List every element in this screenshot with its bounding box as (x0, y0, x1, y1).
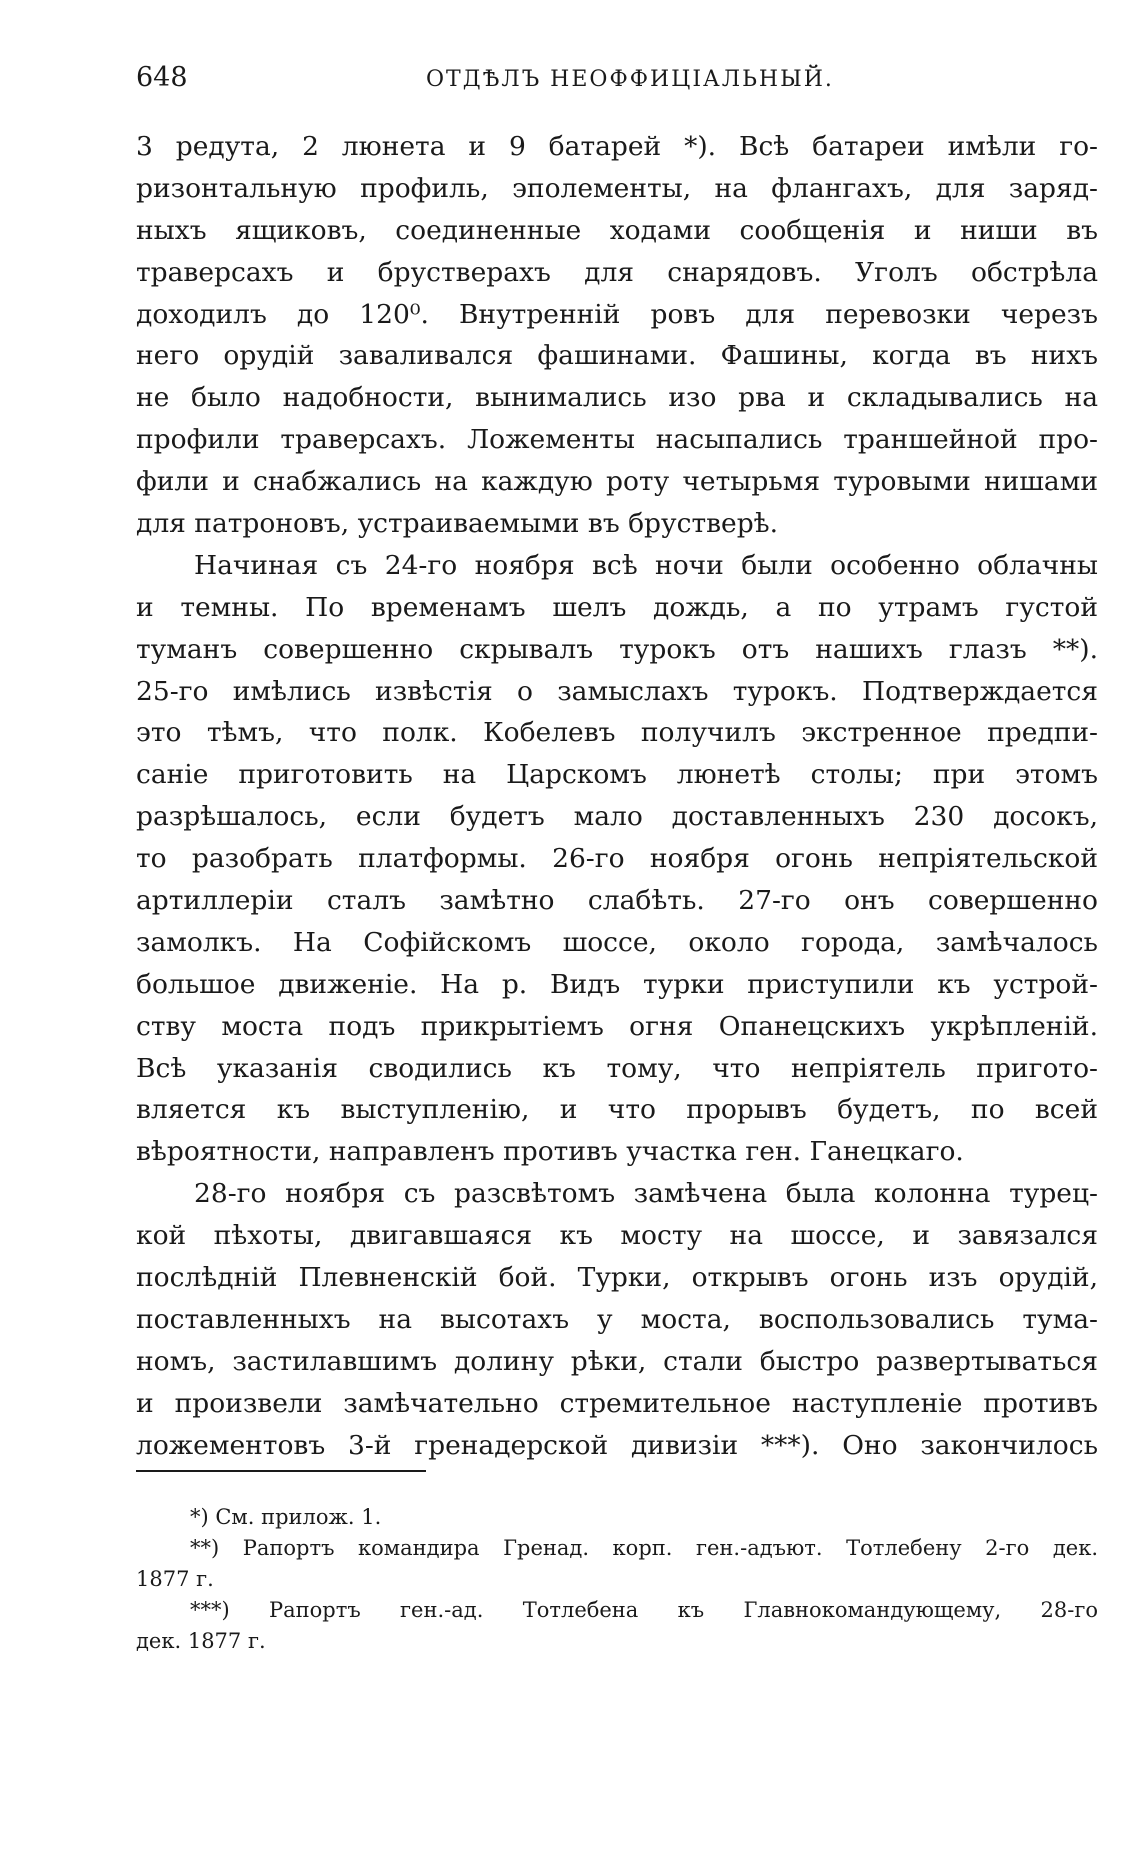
body-line: саніе приготовить на Царскомъ люнетѣ столы; при этомъ (136, 759, 1098, 791)
body-line: не было надобности, вынимались изо рва и складывались на (136, 382, 1098, 414)
body-line: 25-го имѣлись извѣстія о замыслахъ турокъ. Подтверждается (136, 675, 1098, 707)
body-line: это тѣмъ, что полк. Кобелевъ получилъ экстренное предпи- (136, 717, 1098, 749)
running-head: ОТДѢЛЪ НЕОФФИЦІАЛЬНЫЙ. (426, 67, 834, 92)
body-line: Начиная съ 24-го ноября всѣ ночи были особенно облачны (194, 549, 1098, 581)
body-line: ныхъ ящиковъ, соединенные ходами сообщенія и ниши въ (136, 214, 1098, 246)
body-line: разрѣшалось, если будетъ мало доставленныхъ 230 досокъ, (136, 801, 1098, 833)
body-line: профили траверсахъ. Ложементы насыпались траншейной про- (136, 424, 1098, 456)
page-number: 648 (136, 62, 188, 93)
body-line: него орудій заваливался фашинами. Фашины, когда въ нихъ (136, 340, 1098, 372)
body-line: и произвели замѣчательно стремительное наступленіе противъ (136, 1387, 1098, 1419)
body-line: доходилъ до 120⁰. Внутренній ровъ для перевозки черезъ (136, 298, 1098, 330)
footnote-line: 1877 г. (136, 1567, 214, 1591)
body-line: 28-го ноября съ разсвѣтомъ замѣчена была колонна турец- (194, 1178, 1098, 1210)
footnote-line: **) Рапортъ командира Гренад. корп. ген.-адъют. Тотлебену 2-го дек. (190, 1536, 1098, 1560)
body-line: Всѣ указанія сводились къ тому, что непріятель пригото- (136, 1052, 1098, 1084)
body-line: большое движеніе. На р. Видъ турки приступили къ устрой- (136, 968, 1098, 1000)
body-line: ложементовъ 3-й гренадерской дивизіи ***). Оно закончилось (136, 1429, 1098, 1461)
body-line: ризонтальную профиль, эполементы, на флангахъ, для заряд- (136, 172, 1098, 204)
body-line: поставленныхъ на высотахъ у моста, воспользовались тума- (136, 1303, 1098, 1335)
body-line: кой пѣхоты, двигавшаяся къ мосту на шоссе, и завязался (136, 1220, 1098, 1252)
footnotes (136, 1502, 1098, 1657)
body-line: для патроновъ, устраиваемыми въ брустверѣ. (136, 508, 779, 540)
page-header (136, 58, 1098, 98)
footnote-divider (136, 1470, 426, 1472)
body-line: 3 редута, 2 люнета и 9 батарей *). Всѣ батареи имѣли го- (136, 131, 1098, 162)
body-line: номъ, застилавшимъ долину рѣки, стали быстро развертываться (136, 1345, 1098, 1377)
body-text (136, 126, 1098, 1467)
body-line: траверсахъ и брустверахъ для снарядовъ. Уголъ обстрѣла (136, 256, 1098, 288)
body-line: артиллеріи сталъ замѣтно слабѣть. 27-го онъ совершенно (136, 885, 1098, 917)
body-line: послѣдній Плевненскій бой. Турки, открывъ огонь изъ орудій, (136, 1262, 1098, 1294)
body-line: вѣроятности, направленъ противъ участка ген. Ганецкаго. (136, 1136, 964, 1168)
body-line: и темны. По временамъ шелъ дождь, а по утрамъ густой (136, 591, 1098, 623)
body-line: вляется къ выступленію, и что прорывъ будетъ, по всей (136, 1094, 1098, 1126)
footnote-line: ***) Рапортъ ген.-ад. Тотлебена къ Главнокомандующему, 28-го (190, 1598, 1098, 1622)
footnote-line: дек. 1877 г. (136, 1629, 266, 1653)
footnote-line: *) См. прилож. 1. (190, 1505, 382, 1529)
body-line: то разобрать платформы. 26-го ноября огонь непріятельской (136, 843, 1098, 875)
body-line: фили и снабжались на каждую роту четырьмя туровыми нишами (136, 466, 1098, 498)
body-line: замолкъ. На Софійскомъ шоссе, около города, замѣчалось (136, 926, 1098, 958)
body-line: туманъ совершенно скрывалъ турокъ отъ нашихъ глазъ **). (136, 633, 1098, 665)
body-line: ству моста подъ прикрытіемъ огня Опанецскихъ укрѣпленій. (136, 1010, 1098, 1042)
